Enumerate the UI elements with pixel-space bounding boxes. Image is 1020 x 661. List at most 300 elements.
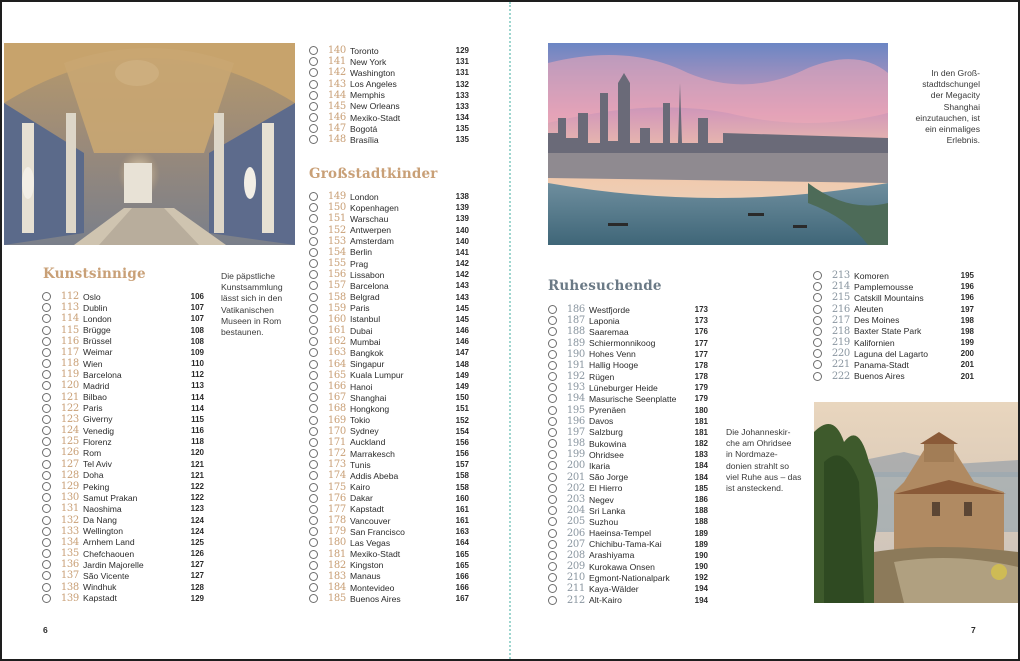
page-reference: 182 <box>694 439 708 449</box>
checkbox-circle[interactable] <box>309 259 318 268</box>
checkbox-circle[interactable] <box>548 394 557 403</box>
checkbox-circle[interactable] <box>548 406 557 415</box>
list-item <box>42 537 204 548</box>
entry-number: 188 <box>566 326 585 338</box>
checkbox-circle[interactable] <box>548 428 557 437</box>
list-item <box>813 348 974 359</box>
entry-number: 185 <box>327 593 346 605</box>
entry-number: 128 <box>60 469 79 481</box>
checkbox-circle[interactable] <box>42 314 51 323</box>
page-reference: 116 <box>191 426 204 436</box>
entry-number: 215 <box>831 292 850 304</box>
entry-number: 170 <box>327 425 346 437</box>
checkbox-circle[interactable] <box>548 596 557 605</box>
list-item <box>42 336 204 347</box>
list-item <box>309 426 469 437</box>
page-reference: 151 <box>455 404 469 414</box>
list-item <box>42 447 204 458</box>
destination-name: Kapstadt <box>83 593 117 604</box>
page-reference: 154 <box>455 426 469 436</box>
entry-number: 146 <box>327 112 346 124</box>
destination-name: Davos <box>589 416 614 427</box>
page-reference: 129 <box>455 46 469 56</box>
checkbox-circle[interactable] <box>309 293 318 302</box>
page-reference: 149 <box>455 382 469 391</box>
checkbox-circle[interactable] <box>548 461 557 470</box>
entry-number: 151 <box>327 213 346 225</box>
destination-name: Prag <box>350 258 369 269</box>
entry-number: 144 <box>327 89 346 101</box>
checkbox-circle[interactable] <box>309 538 318 547</box>
caption-line: bestaunen. <box>221 327 264 338</box>
checkbox-circle[interactable] <box>309 360 318 369</box>
entry-number: 166 <box>327 381 346 392</box>
page-reference: 124 <box>190 526 204 536</box>
destination-name: Panama-Stadt <box>854 359 909 370</box>
checkbox-circle[interactable] <box>309 281 318 290</box>
destination-name: Sydney <box>350 426 379 437</box>
checkbox-circle[interactable] <box>309 57 318 66</box>
destination-name: Los Angeles <box>350 79 397 90</box>
checkbox-circle[interactable] <box>548 529 557 538</box>
checkbox-circle[interactable] <box>42 359 51 368</box>
entry-number: 158 <box>327 291 346 303</box>
list-item <box>548 416 708 427</box>
checkbox-circle[interactable] <box>309 124 318 133</box>
checkbox-circle[interactable] <box>42 303 51 312</box>
checkbox-circle[interactable] <box>309 527 318 536</box>
checkbox-circle[interactable] <box>42 393 51 402</box>
checkbox-circle[interactable] <box>309 304 318 313</box>
entry-number: 114 <box>60 313 79 325</box>
ohrid-caption <box>726 427 812 494</box>
list-item <box>309 325 469 336</box>
checkbox-circle[interactable] <box>309 248 318 257</box>
checkbox-circle[interactable] <box>309 226 318 235</box>
entry-number: 197 <box>566 426 585 438</box>
checkbox-circle[interactable] <box>309 393 318 402</box>
checkbox-circle[interactable] <box>548 439 557 448</box>
checkbox-circle[interactable] <box>42 527 51 536</box>
checkbox-circle[interactable] <box>309 315 318 324</box>
checkbox-circle[interactable] <box>42 370 51 379</box>
destination-name: Komoren <box>854 270 889 281</box>
page-reference: 196 <box>960 282 974 292</box>
destination-name: Kapstadt <box>350 504 384 515</box>
checkbox-circle[interactable] <box>309 404 318 413</box>
page-reference: 107 <box>190 303 204 313</box>
page-reference: 108 <box>190 325 204 335</box>
entry-number: 167 <box>327 392 346 404</box>
destination-name: Tel Aviv <box>83 459 112 470</box>
entry-number: 199 <box>566 449 585 461</box>
list-item <box>42 436 204 447</box>
entry-number: 216 <box>831 303 850 315</box>
list-item <box>309 493 469 504</box>
page-reference: 125 <box>190 537 204 547</box>
checkbox-circle[interactable] <box>309 460 318 469</box>
destination-name: Pyrenäen <box>589 405 626 416</box>
checkbox-circle[interactable] <box>813 372 822 381</box>
checkbox-circle[interactable] <box>813 327 822 336</box>
entry-number: 139 <box>60 592 79 604</box>
list-item <box>813 270 974 281</box>
checkbox-circle[interactable] <box>813 293 822 302</box>
checkbox-circle[interactable] <box>309 416 318 425</box>
page-reference: 195 <box>960 271 974 281</box>
entry-number: 211 <box>566 583 585 595</box>
destination-name: Bilbao <box>83 392 107 403</box>
caption-line: ist ansteckend. <box>726 483 784 494</box>
checkbox-circle[interactable] <box>42 337 51 346</box>
checkbox-circle[interactable] <box>42 482 51 491</box>
checkbox-circle[interactable] <box>309 494 318 503</box>
entry-number: 140 <box>327 45 346 57</box>
page-reference: 184 <box>694 461 708 471</box>
destination-name: Kalifornien <box>854 337 895 348</box>
checkbox-circle[interactable] <box>42 460 51 469</box>
destination-name: Amsterdam <box>350 236 394 247</box>
checkbox-circle[interactable] <box>42 594 51 603</box>
checkbox-circle[interactable] <box>309 348 318 357</box>
destination-name: Kopenhagen <box>350 202 399 213</box>
checkbox-circle[interactable] <box>309 371 318 380</box>
checkbox-circle[interactable] <box>42 426 51 435</box>
destination-name: Barcelona <box>83 369 122 380</box>
entry-number: 121 <box>60 391 79 403</box>
checkbox-circle[interactable] <box>548 327 557 336</box>
list-item <box>309 67 469 78</box>
checkbox-circle[interactable] <box>548 473 557 482</box>
list-item <box>309 347 469 358</box>
entry-number: 222 <box>831 370 850 382</box>
checkbox-circle[interactable] <box>309 449 318 458</box>
checkbox-circle[interactable] <box>309 550 318 559</box>
list-item <box>42 425 204 436</box>
destination-name: Montevideo <box>350 582 395 593</box>
destination-name: Oslo <box>83 291 101 302</box>
list-item <box>42 313 204 324</box>
destination-name: Brasília <box>350 134 379 145</box>
destination-name: Hallig Hooge <box>589 360 639 371</box>
entry-number: 180 <box>327 537 346 549</box>
list-item <box>548 405 708 416</box>
checkbox-circle[interactable] <box>309 326 318 335</box>
destination-name: Brügge <box>83 325 111 336</box>
checkbox-circle[interactable] <box>309 438 318 447</box>
checkbox-circle[interactable] <box>42 549 51 558</box>
list-item <box>309 79 469 90</box>
destination-name: Arashiyama <box>589 550 635 561</box>
destination-name: Shanghai <box>350 392 387 403</box>
list-item <box>309 571 469 582</box>
entry-number: 160 <box>327 313 346 325</box>
checkbox-circle[interactable] <box>548 584 557 593</box>
checkbox-circle[interactable] <box>548 540 557 549</box>
page-reference: 139 <box>455 214 469 224</box>
entry-number: 177 <box>327 503 346 515</box>
checkbox-circle[interactable] <box>548 339 557 348</box>
destination-name: Kuala Lumpur <box>350 370 404 381</box>
list-item <box>813 337 974 348</box>
list-item <box>309 414 469 425</box>
checkbox-circle[interactable] <box>309 91 318 100</box>
page-reference: 194 <box>694 595 708 605</box>
list-item <box>309 123 469 134</box>
section-heading-grossstadtkinder: Großstadtkinder <box>309 166 438 182</box>
checkbox-circle[interactable] <box>813 316 822 325</box>
checkbox-circle[interactable] <box>813 271 822 280</box>
destination-name: Paris <box>83 403 103 414</box>
checkbox-circle[interactable] <box>42 493 51 502</box>
destination-name: Alt-Kairo <box>589 595 622 606</box>
page-reference: 149 <box>455 370 469 380</box>
checkbox-circle[interactable] <box>42 437 51 446</box>
list-item <box>309 504 469 515</box>
destination-name: Doha <box>83 470 104 481</box>
checkbox-circle[interactable] <box>42 516 51 525</box>
checkbox-circle[interactable] <box>42 571 51 580</box>
destination-name: Egmont-Nationalpark <box>589 572 670 583</box>
checkbox-circle[interactable] <box>309 135 318 144</box>
page-reference: 198 <box>960 315 974 325</box>
checkbox-circle[interactable] <box>309 46 318 55</box>
list-item <box>548 338 708 349</box>
entry-number: 117 <box>60 346 79 358</box>
destination-name: Chichibu-Tama-Kai <box>589 539 662 550</box>
checkbox-circle[interactable] <box>548 372 557 381</box>
checkbox-circle[interactable] <box>42 348 51 357</box>
destination-name: Bogotá <box>350 123 378 134</box>
list-ruhesuchende <box>548 304 708 606</box>
checkbox-circle[interactable] <box>548 305 557 314</box>
entry-number: 200 <box>566 460 585 472</box>
list-item <box>42 325 204 336</box>
list-item <box>309 90 469 101</box>
destination-name: Buenos Aires <box>854 371 905 382</box>
list-item <box>309 258 469 269</box>
checkbox-circle[interactable] <box>42 504 51 513</box>
destination-name: Saaremaa <box>589 326 629 337</box>
page-reference: 189 <box>694 539 708 549</box>
page-reference: 180 <box>694 405 708 415</box>
page-reference: 201 <box>960 360 974 370</box>
list-item <box>42 414 204 425</box>
checkbox-circle[interactable] <box>309 471 318 480</box>
destination-name: Kairo <box>350 482 371 493</box>
destination-name: Samut Prakan <box>83 492 138 503</box>
checkbox-circle[interactable] <box>309 203 318 212</box>
checkbox-circle[interactable] <box>309 102 318 111</box>
list-item <box>548 438 708 449</box>
checkbox-circle[interactable] <box>42 415 51 424</box>
checkbox-circle[interactable] <box>548 417 557 426</box>
caption-line: Vatikanischen <box>221 304 274 315</box>
checkbox-circle[interactable] <box>813 305 822 314</box>
list-item <box>309 537 469 548</box>
destination-name: Barcelona <box>350 280 389 291</box>
checkbox-circle[interactable] <box>309 583 318 592</box>
page-reference: 121 <box>190 459 204 469</box>
entry-number: 168 <box>327 403 346 415</box>
list-item <box>42 403 204 414</box>
checkbox-circle[interactable] <box>309 505 318 514</box>
page-reference: 131 <box>455 68 469 78</box>
checkbox-circle[interactable] <box>42 326 51 335</box>
destination-name: Ikaria <box>589 460 611 471</box>
list-item <box>309 303 469 314</box>
checkbox-circle[interactable] <box>548 495 557 504</box>
destination-name: New York <box>350 56 387 67</box>
checkbox-circle[interactable] <box>42 448 51 457</box>
checkbox-circle[interactable] <box>309 214 318 223</box>
destination-name: Buenos Aires <box>350 593 401 604</box>
destination-name: Florenz <box>83 436 112 447</box>
checkbox-circle[interactable] <box>548 517 557 526</box>
checkbox-circle[interactable] <box>548 573 557 582</box>
checkbox-circle[interactable] <box>309 427 318 436</box>
checkbox-circle[interactable] <box>42 381 51 390</box>
caption-line: der Megacity <box>930 90 980 101</box>
entry-number: 220 <box>831 348 850 360</box>
page-reference: 199 <box>960 338 974 348</box>
destination-name: Auckland <box>350 437 386 448</box>
checkbox-circle[interactable] <box>309 270 318 279</box>
list-item <box>309 470 469 481</box>
list-item <box>42 470 204 481</box>
list-item <box>42 380 204 391</box>
list-item <box>548 583 708 594</box>
destination-name: Weimar <box>83 347 113 358</box>
destination-name: Brüssel <box>83 336 112 347</box>
checkbox-circle[interactable] <box>309 80 318 89</box>
list-item <box>42 291 204 302</box>
entry-number: 149 <box>327 191 346 203</box>
list-item <box>309 560 469 571</box>
checkbox-circle[interactable] <box>42 292 51 301</box>
entry-number: 182 <box>327 559 346 571</box>
destination-name: Las Vegas <box>350 537 391 548</box>
checkbox-circle[interactable] <box>548 506 557 515</box>
checkbox-circle[interactable] <box>309 594 318 603</box>
checkbox-circle[interactable] <box>813 349 822 358</box>
checkbox-circle[interactable] <box>309 382 318 391</box>
checkbox-circle[interactable] <box>42 560 51 569</box>
list-item <box>309 314 469 325</box>
page-reference: 181 <box>694 427 708 437</box>
checkbox-circle[interactable] <box>42 404 51 413</box>
destination-name: São Vicente <box>83 570 130 581</box>
destination-name: Tokio <box>350 415 371 426</box>
list-kunstsinnige-continued <box>309 45 469 146</box>
destination-name: Laponia <box>589 315 620 326</box>
entry-number: 193 <box>566 382 585 394</box>
checkbox-circle[interactable] <box>813 360 822 369</box>
checkbox-circle[interactable] <box>548 316 557 325</box>
entry-number: 187 <box>566 315 585 327</box>
entry-number: 171 <box>327 436 346 448</box>
entry-number: 135 <box>60 548 79 560</box>
caption-line: Die päpstliche <box>221 271 275 281</box>
destination-name: Mexiko-Stadt <box>350 549 401 560</box>
checkbox-circle[interactable] <box>309 516 318 525</box>
checkbox-circle[interactable] <box>548 350 557 359</box>
checkbox-circle[interactable] <box>813 338 822 347</box>
checkbox-circle[interactable] <box>309 237 318 246</box>
destination-name: Bangkok <box>350 347 384 358</box>
checkbox-circle[interactable] <box>42 471 51 480</box>
page-reference: 157 <box>455 460 469 470</box>
checkbox-circle[interactable] <box>309 572 318 581</box>
destination-name: Schiermonnikoog <box>589 338 656 349</box>
list-item <box>548 304 708 315</box>
entry-number: 118 <box>60 358 79 370</box>
list-item <box>309 593 469 604</box>
entry-number: 131 <box>60 503 79 515</box>
checkbox-circle[interactable] <box>309 561 318 570</box>
caption-line: Museen in Rom <box>221 315 282 326</box>
checkbox-circle[interactable] <box>309 483 318 492</box>
checkbox-circle[interactable] <box>309 192 318 201</box>
entry-number: 136 <box>60 559 79 571</box>
list-item <box>42 559 204 570</box>
checkbox-circle[interactable] <box>548 484 557 493</box>
page-reference: 147 <box>455 348 469 358</box>
entry-number: 163 <box>327 347 346 359</box>
entry-number: 164 <box>327 358 346 370</box>
destination-name: Singapur <box>350 359 385 370</box>
destination-name: London <box>350 191 379 202</box>
checkbox-circle[interactable] <box>548 450 557 459</box>
entry-number: 175 <box>327 481 346 493</box>
page-reference: 161 <box>455 516 469 526</box>
page-reference: 121 <box>190 470 204 480</box>
entry-number: 152 <box>327 224 346 236</box>
page-reference: 113 <box>191 381 204 391</box>
page-reference: 114 <box>191 403 204 413</box>
checkbox-circle[interactable] <box>548 551 557 560</box>
entry-number: 219 <box>831 337 850 349</box>
page-reference: 109 <box>190 347 204 357</box>
list-item <box>548 494 708 505</box>
checkbox-circle[interactable] <box>309 68 318 77</box>
page-reference: 173 <box>694 305 708 315</box>
destination-name: Mumbai <box>350 336 381 347</box>
list-item <box>309 403 469 414</box>
page-reference: 176 <box>694 327 708 337</box>
page-reference: 132 <box>455 79 469 89</box>
checkbox-circle[interactable] <box>548 383 557 392</box>
checkbox-circle[interactable] <box>548 562 557 571</box>
checkbox-circle[interactable] <box>309 337 318 346</box>
list-item <box>548 315 708 326</box>
entry-number: 129 <box>60 481 79 492</box>
checkbox-circle[interactable] <box>813 282 822 291</box>
checkbox-circle[interactable] <box>548 361 557 370</box>
destination-name: Des Moines <box>854 315 900 326</box>
entry-number: 143 <box>327 78 346 90</box>
page-reference: 179 <box>694 394 708 404</box>
checkbox-circle[interactable] <box>42 583 51 592</box>
page-reference: 139 <box>455 203 469 213</box>
page-reference: 161 <box>455 504 469 514</box>
checkbox-circle[interactable] <box>42 538 51 547</box>
entry-number: 190 <box>566 348 585 360</box>
destination-name: Madrid <box>83 380 110 391</box>
checkbox-circle[interactable] <box>309 113 318 122</box>
page-gutter <box>509 2 511 659</box>
destination-name: Dublin <box>83 302 108 313</box>
